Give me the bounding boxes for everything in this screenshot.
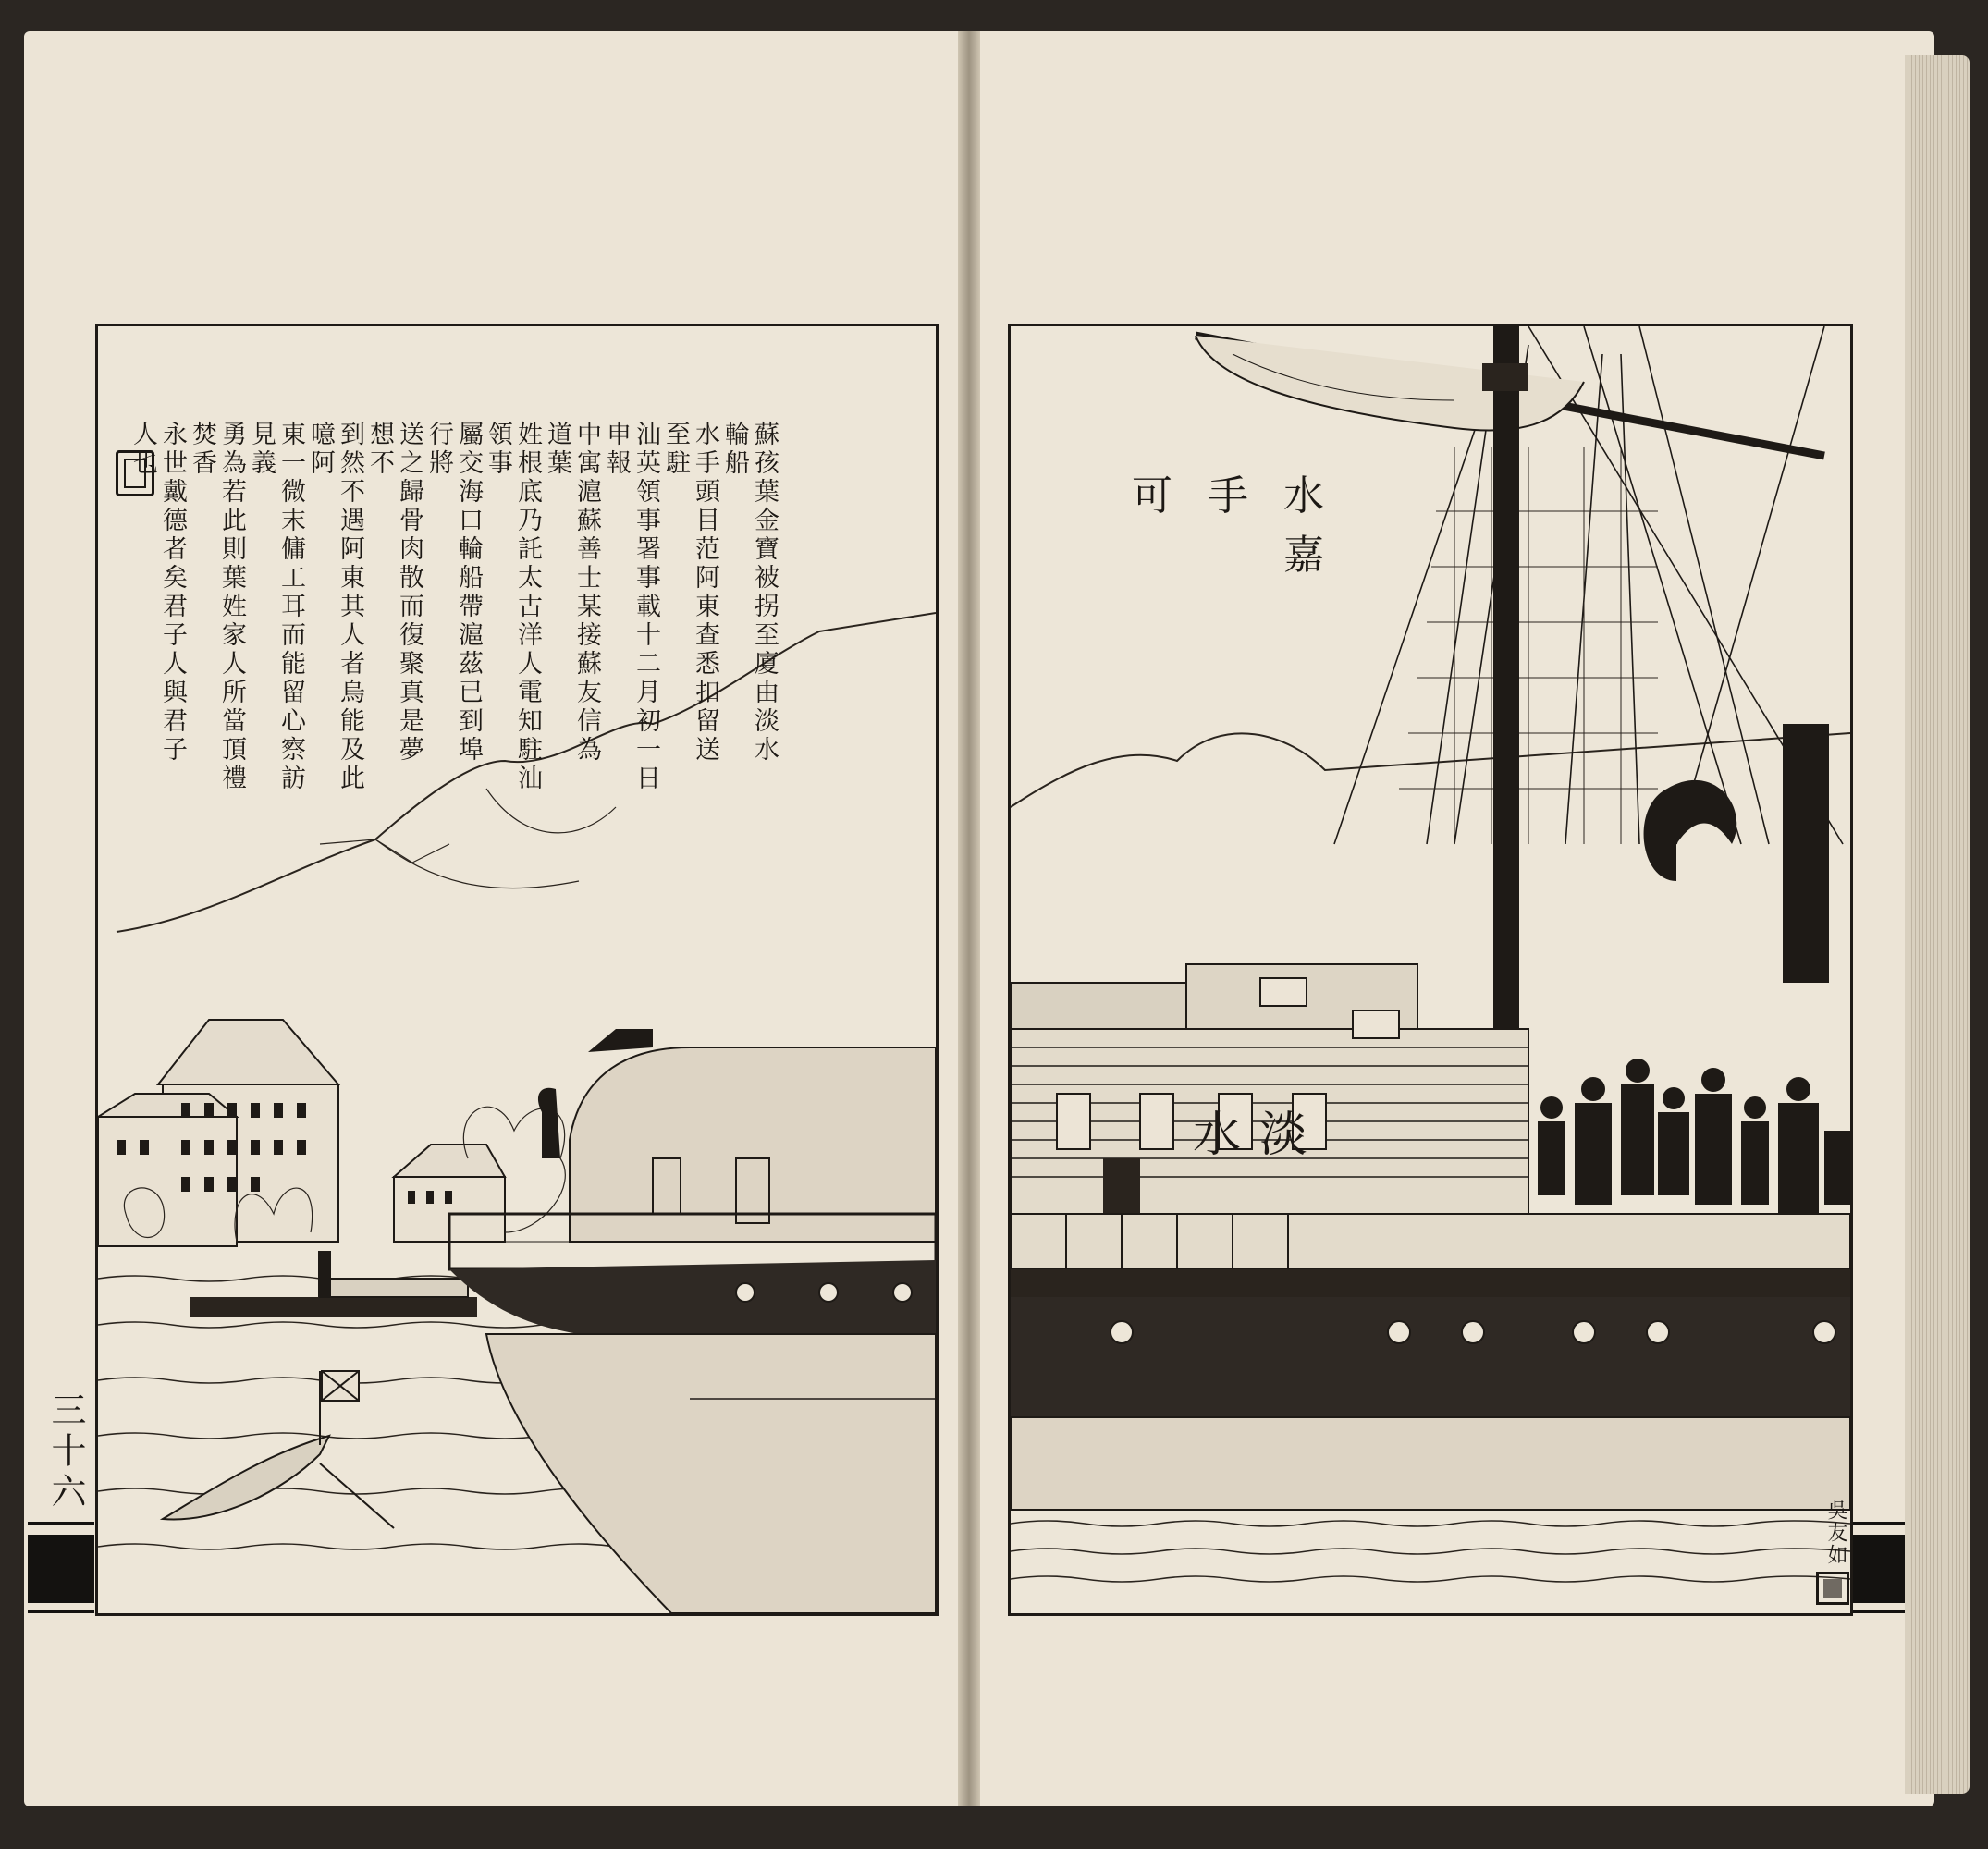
text-column: 蘇孩葉金寶被拐至廈由淡水 <box>750 421 779 765</box>
ventilator <box>1644 780 1737 881</box>
text-column: 汕英領事署事載十二月初一日 <box>632 421 660 793</box>
text-column: 至駐 <box>661 421 690 478</box>
text-column: 領事 <box>484 421 512 478</box>
text-column: 勇為若此則葉姓家人所當頂禮 <box>217 421 246 793</box>
text-column: 噫阿 <box>306 421 335 478</box>
book-gutter <box>958 31 980 1806</box>
left-margin-stripe-top <box>28 1522 94 1525</box>
text-column: 道葉 <box>543 421 571 478</box>
text-column: 屬交海口輪船帶滬茲已到埠 <box>454 421 483 765</box>
text-column: 中寓滬蘇善士某接蘇友信為 <box>572 421 601 765</box>
main-mast <box>1493 326 1519 1047</box>
text-column: 申報 <box>602 421 631 478</box>
small-boat <box>163 1371 394 1528</box>
text-column: 輪船 <box>720 421 749 478</box>
text-column: 行將 <box>424 421 453 478</box>
ship-hull <box>1011 1214 1850 1510</box>
page-number: 三十六 <box>45 1391 86 1513</box>
text-column: 東一微末傭工耳而能留心察訪 <box>276 421 305 793</box>
article-text <box>129 421 779 901</box>
text-seal <box>116 450 154 496</box>
left-margin-band <box>28 1535 94 1603</box>
page-edges <box>1905 55 1970 1794</box>
text-column: 永世戴德者矣君子人與君子 <box>158 421 187 765</box>
text-column: 送之歸骨肉散而復聚真是夢 <box>395 421 423 765</box>
ship-name: 淡水 <box>1193 1108 1327 1163</box>
sailors-crowd <box>1538 1059 1850 1214</box>
text-column: 人也 <box>129 421 157 478</box>
text-column: 姓根底乃託太古洋人電知駐汕 <box>513 421 542 793</box>
artist-seal <box>1816 1572 1849 1605</box>
right-margin-band <box>1853 1535 1905 1603</box>
text-column: 焚香 <box>188 421 216 478</box>
text-column: 水手頭目范阿東查悉扣留送 <box>691 421 719 765</box>
artist-signature: 吳友如 <box>1824 1500 1847 1566</box>
text-column: 見義 <box>247 421 276 478</box>
left-margin-stripe-bottom <box>28 1610 94 1613</box>
ship-stern <box>449 1029 936 1613</box>
right-margin-stripe-bottom <box>1853 1610 1905 1613</box>
funnel <box>1783 724 1829 983</box>
small-steamer <box>190 1251 477 1317</box>
harbor-buildings <box>98 1020 505 1246</box>
illustration-title: 水手可嘉 <box>1132 472 1359 579</box>
text-column: 想不 <box>365 421 394 478</box>
text-column: 到然不遇阿東其人者烏能及此 <box>336 421 364 793</box>
right-margin-stripe-top <box>1853 1522 1905 1525</box>
